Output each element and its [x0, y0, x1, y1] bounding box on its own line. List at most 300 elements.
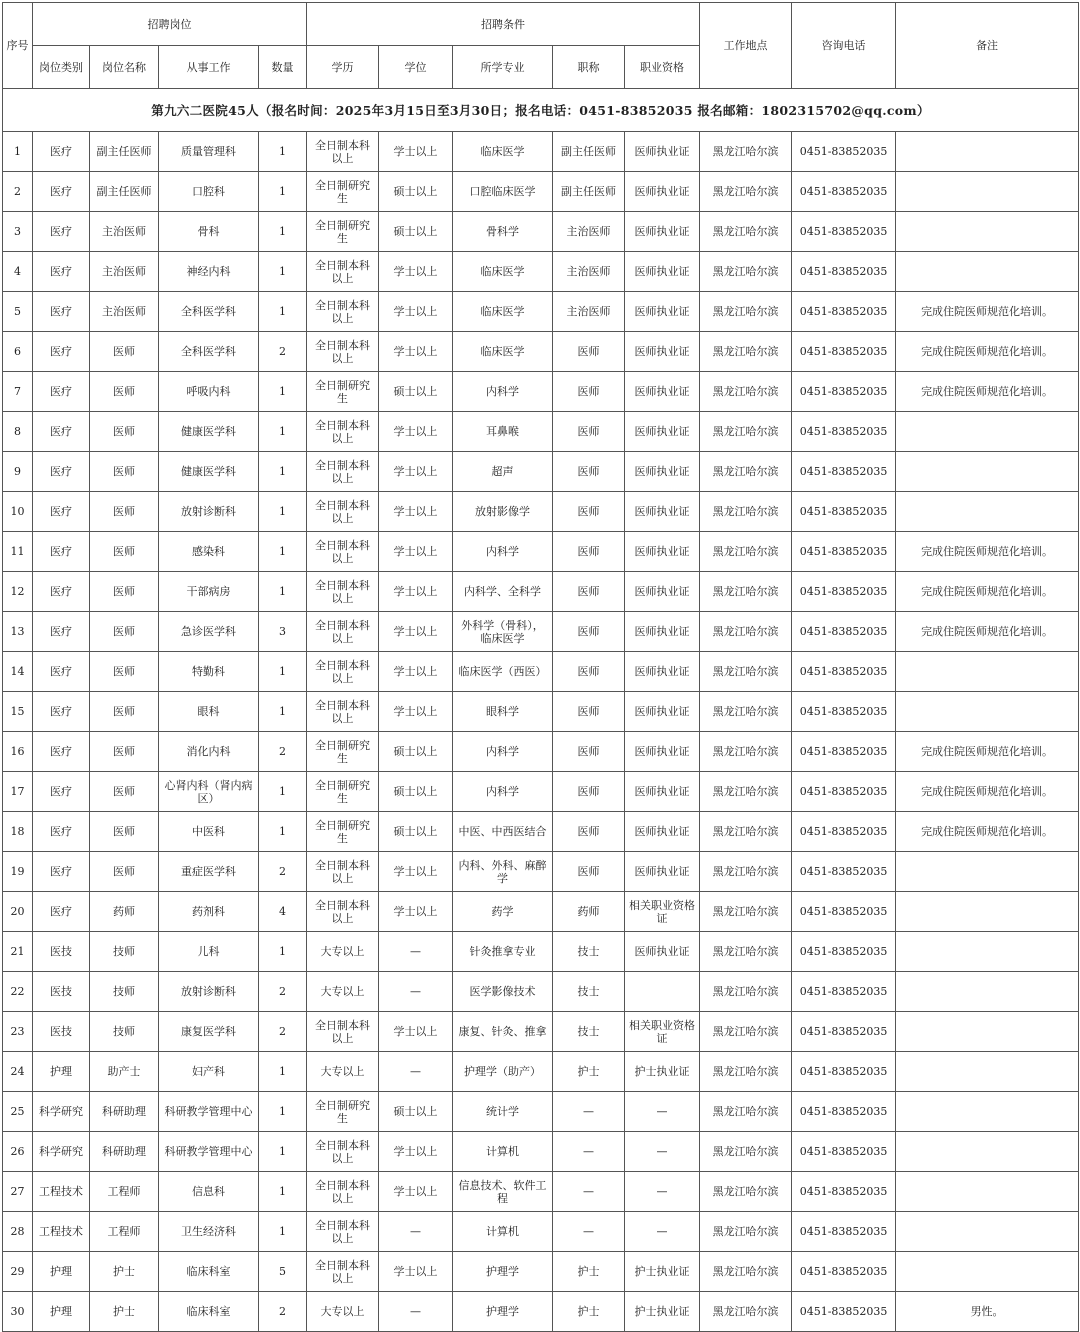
- cell-title: 医师: [553, 412, 625, 452]
- cell-post-type: 医疗: [33, 412, 90, 452]
- cell-count: 1: [259, 1052, 307, 1092]
- cell-location: 黑龙江哈尔滨: [700, 212, 792, 252]
- cell-post-type: 医疗: [33, 652, 90, 692]
- cell-title: 副主任医师: [553, 132, 625, 172]
- cell-location: 黑龙江哈尔滨: [700, 692, 792, 732]
- cell-education: 全日制本科以上: [307, 572, 379, 612]
- cell-remark: [896, 1212, 1079, 1252]
- cell-seq: 10: [3, 492, 33, 532]
- cell-title: 医师: [553, 732, 625, 772]
- cell-phone: 0451-83852035: [792, 652, 896, 692]
- cell-count: 1: [259, 812, 307, 852]
- cell-remark: [896, 492, 1079, 532]
- cell-work: 全科医学科: [159, 292, 259, 332]
- cell-work: 妇产科: [159, 1052, 259, 1092]
- header-work: 从事工作: [159, 46, 259, 89]
- cell-remark: [896, 1092, 1079, 1132]
- cell-seq: 12: [3, 572, 33, 612]
- cell-education: 大专以上: [307, 1292, 379, 1332]
- cell-title: 药师: [553, 892, 625, 932]
- cell-seq: 11: [3, 532, 33, 572]
- cell-post-name: 医师: [90, 772, 159, 812]
- table-row: [3, 1092, 1079, 1132]
- cell-major: 临床医学: [453, 332, 553, 372]
- table-row: [3, 652, 1079, 692]
- cell-work: 神经内科: [159, 252, 259, 292]
- table-row: [3, 212, 1079, 252]
- cell-remark: 完成住院医师规范化培训。: [896, 372, 1079, 412]
- cell-post-type: 医疗: [33, 492, 90, 532]
- cell-remark: [896, 172, 1079, 212]
- cell-phone: 0451-83852035: [792, 532, 896, 572]
- cell-location: 黑龙江哈尔滨: [700, 1092, 792, 1132]
- cell-remark: 完成住院医师规范化培训。: [896, 812, 1079, 852]
- cell-phone: 0451-83852035: [792, 732, 896, 772]
- cell-remark: [896, 1052, 1079, 1092]
- header-qualification: 职业资格: [625, 46, 700, 89]
- cell-remark: [896, 252, 1079, 292]
- cell-title: —: [553, 1172, 625, 1212]
- cell-major: 护理学: [453, 1252, 553, 1292]
- cell-remark: [896, 892, 1079, 932]
- cell-education: 大专以上: [307, 1052, 379, 1092]
- cell-title: 医师: [553, 452, 625, 492]
- cell-post-name: 主治医师: [90, 292, 159, 332]
- cell-qualification: 医师执业证: [625, 772, 700, 812]
- cell-major: 信息技术、软件工程: [453, 1172, 553, 1212]
- cell-title: 医师: [553, 692, 625, 732]
- cell-remark: 完成住院医师规范化培训。: [896, 612, 1079, 652]
- header-post-name: 岗位名称: [90, 46, 159, 89]
- cell-post-type: 护理: [33, 1292, 90, 1332]
- cell-post-name: 主治医师: [90, 212, 159, 252]
- header-group-conditions: 招聘条件: [307, 3, 700, 46]
- cell-seq: 1: [3, 132, 33, 172]
- cell-seq: 17: [3, 772, 33, 812]
- cell-post-type: 护理: [33, 1052, 90, 1092]
- cell-seq: 21: [3, 932, 33, 972]
- cell-post-type: 医疗: [33, 572, 90, 612]
- cell-count: 1: [259, 1172, 307, 1212]
- cell-count: 1: [259, 212, 307, 252]
- cell-phone: 0451-83852035: [792, 412, 896, 452]
- cell-post-type: 医疗: [33, 292, 90, 332]
- cell-remark: [896, 1172, 1079, 1212]
- cell-post-name: 副主任医师: [90, 172, 159, 212]
- cell-education: 全日制本科以上: [307, 1132, 379, 1172]
- cell-seq: 23: [3, 1012, 33, 1052]
- cell-post-type: 医疗: [33, 332, 90, 372]
- cell-seq: 22: [3, 972, 33, 1012]
- cell-major: 康复、针灸、推拿: [453, 1012, 553, 1052]
- cell-phone: 0451-83852035: [792, 1092, 896, 1132]
- cell-post-type: 医疗: [33, 772, 90, 812]
- table-row: [3, 772, 1079, 812]
- cell-count: 1: [259, 132, 307, 172]
- cell-work: 感染科: [159, 532, 259, 572]
- cell-major: 内科学: [453, 772, 553, 812]
- cell-qualification: 医师执业证: [625, 172, 700, 212]
- cell-major: 计算机: [453, 1132, 553, 1172]
- cell-count: 2: [259, 1012, 307, 1052]
- cell-post-name: 医师: [90, 372, 159, 412]
- cell-degree: 硕士以上: [379, 772, 453, 812]
- cell-post-name: 科研助理: [90, 1132, 159, 1172]
- header-title: 职称: [553, 46, 625, 89]
- cell-title: 技士: [553, 972, 625, 1012]
- cell-phone: 0451-83852035: [792, 572, 896, 612]
- cell-title: 医师: [553, 652, 625, 692]
- cell-remark: [896, 212, 1079, 252]
- table-row: [3, 812, 1079, 852]
- cell-major: 眼科学: [453, 692, 553, 732]
- cell-count: 2: [259, 332, 307, 372]
- cell-location: 黑龙江哈尔滨: [700, 1172, 792, 1212]
- cell-degree: 学士以上: [379, 612, 453, 652]
- cell-count: 1: [259, 572, 307, 612]
- cell-location: 黑龙江哈尔滨: [700, 1052, 792, 1092]
- cell-location: 黑龙江哈尔滨: [700, 852, 792, 892]
- cell-degree: 学士以上: [379, 692, 453, 732]
- cell-qualification: 医师执业证: [625, 412, 700, 452]
- cell-count: 1: [259, 292, 307, 332]
- cell-title: 主治医师: [553, 212, 625, 252]
- header-degree: 学位: [379, 46, 453, 89]
- header-seq: 序号: [3, 3, 33, 89]
- cell-major: 耳鼻喉: [453, 412, 553, 452]
- cell-count: 1: [259, 532, 307, 572]
- table-row: [3, 132, 1079, 172]
- cell-qualification: 医师执业证: [625, 292, 700, 332]
- cell-phone: 0451-83852035: [792, 1172, 896, 1212]
- cell-degree: 学士以上: [379, 892, 453, 932]
- cell-education: 全日制研究生: [307, 212, 379, 252]
- cell-phone: 0451-83852035: [792, 1132, 896, 1172]
- cell-title: 主治医师: [553, 252, 625, 292]
- cell-location: 黑龙江哈尔滨: [700, 612, 792, 652]
- cell-work: 重症医学科: [159, 852, 259, 892]
- cell-title: 医师: [553, 492, 625, 532]
- cell-major: 内科、外科、麻醉学: [453, 852, 553, 892]
- cell-work: 急诊医学科: [159, 612, 259, 652]
- cell-remark: 完成住院医师规范化培训。: [896, 332, 1079, 372]
- cell-location: 黑龙江哈尔滨: [700, 172, 792, 212]
- cell-post-type: 工程技术: [33, 1212, 90, 1252]
- cell-education: 全日制本科以上: [307, 332, 379, 372]
- cell-count: 1: [259, 1212, 307, 1252]
- cell-count: 1: [259, 692, 307, 732]
- cell-qualification: 医师执业证: [625, 452, 700, 492]
- cell-seq: 15: [3, 692, 33, 732]
- cell-post-type: 医疗: [33, 252, 90, 292]
- cell-qualification: —: [625, 1172, 700, 1212]
- cell-title: 医师: [553, 852, 625, 892]
- cell-degree: 硕士以上: [379, 812, 453, 852]
- cell-count: 1: [259, 932, 307, 972]
- table-row: [3, 452, 1079, 492]
- cell-major: 统计学: [453, 1092, 553, 1132]
- cell-education: 全日制本科以上: [307, 1012, 379, 1052]
- cell-degree: 学士以上: [379, 412, 453, 452]
- cell-major: 护理学（助产）: [453, 1052, 553, 1092]
- cell-major: 外科学（骨科），临床医学: [453, 612, 553, 652]
- cell-major: 医学影像技术: [453, 972, 553, 1012]
- cell-seq: 20: [3, 892, 33, 932]
- cell-seq: 16: [3, 732, 33, 772]
- cell-count: 1: [259, 652, 307, 692]
- cell-work: 质量管理科: [159, 132, 259, 172]
- cell-education: 全日制本科以上: [307, 452, 379, 492]
- cell-education: 全日制本科以上: [307, 612, 379, 652]
- cell-post-type: 医疗: [33, 372, 90, 412]
- cell-degree: —: [379, 1052, 453, 1092]
- cell-count: 3: [259, 612, 307, 652]
- cell-work: 中医科: [159, 812, 259, 852]
- cell-degree: —: [379, 1292, 453, 1332]
- header-location: 工作地点: [700, 3, 792, 89]
- header-post-type: 岗位类别: [33, 46, 90, 89]
- cell-work: 健康医学科: [159, 452, 259, 492]
- cell-count: 1: [259, 1092, 307, 1132]
- table-row: [3, 1172, 1079, 1212]
- cell-phone: 0451-83852035: [792, 1012, 896, 1052]
- cell-qualification: 医师执业证: [625, 332, 700, 372]
- cell-degree: 学士以上: [379, 1252, 453, 1292]
- cell-post-type: 医技: [33, 932, 90, 972]
- cell-degree: 硕士以上: [379, 732, 453, 772]
- cell-location: 黑龙江哈尔滨: [700, 1292, 792, 1332]
- cell-seq: 3: [3, 212, 33, 252]
- cell-education: 全日制研究生: [307, 732, 379, 772]
- cell-major: 内科学: [453, 532, 553, 572]
- cell-post-type: 医疗: [33, 892, 90, 932]
- cell-education: 大专以上: [307, 932, 379, 972]
- cell-qualification: 医师执业证: [625, 692, 700, 732]
- cell-major: 超声: [453, 452, 553, 492]
- cell-location: 黑龙江哈尔滨: [700, 1012, 792, 1052]
- cell-title: 医师: [553, 572, 625, 612]
- table-row: [3, 1252, 1079, 1292]
- cell-title: 副主任医师: [553, 172, 625, 212]
- cell-phone: 0451-83852035: [792, 1052, 896, 1092]
- cell-phone: 0451-83852035: [792, 292, 896, 332]
- cell-seq: 7: [3, 372, 33, 412]
- cell-post-type: 科学研究: [33, 1132, 90, 1172]
- cell-degree: 学士以上: [379, 292, 453, 332]
- cell-qualification: 医师执业证: [625, 212, 700, 252]
- cell-title: 主治医师: [553, 292, 625, 332]
- cell-remark: [896, 972, 1079, 1012]
- table-row: [3, 692, 1079, 732]
- cell-major: 药学: [453, 892, 553, 932]
- cell-work: 健康医学科: [159, 412, 259, 452]
- cell-remark: [896, 1012, 1079, 1052]
- table-row: [3, 252, 1079, 292]
- cell-post-name: 医师: [90, 452, 159, 492]
- cell-degree: 学士以上: [379, 452, 453, 492]
- cell-seq: 8: [3, 412, 33, 452]
- cell-post-name: 医师: [90, 652, 159, 692]
- cell-post-name: 医师: [90, 492, 159, 532]
- cell-location: 黑龙江哈尔滨: [700, 532, 792, 572]
- cell-seq: 13: [3, 612, 33, 652]
- cell-major: 临床医学: [453, 132, 553, 172]
- cell-work: 卫生经济科: [159, 1212, 259, 1252]
- table-row: [3, 332, 1079, 372]
- cell-post-type: 医疗: [33, 132, 90, 172]
- cell-work: 心肾内科（肾内病区）: [159, 772, 259, 812]
- cell-post-name: 技师: [90, 1012, 159, 1052]
- table-row: [3, 572, 1079, 612]
- cell-seq: 5: [3, 292, 33, 332]
- cell-post-name: 技师: [90, 972, 159, 1012]
- header-phone: 咨询电话: [792, 3, 896, 89]
- cell-major: 计算机: [453, 1212, 553, 1252]
- cell-qualification: —: [625, 1212, 700, 1252]
- cell-qualification: 医师执业证: [625, 812, 700, 852]
- cell-work: 科研教学管理中心: [159, 1132, 259, 1172]
- cell-education: 全日制本科以上: [307, 652, 379, 692]
- cell-work: 骨科: [159, 212, 259, 252]
- cell-post-name: 医师: [90, 612, 159, 652]
- cell-location: 黑龙江哈尔滨: [700, 292, 792, 332]
- cell-post-name: 医师: [90, 532, 159, 572]
- cell-title: 医师: [553, 332, 625, 372]
- table-row: [3, 412, 1079, 452]
- cell-post-type: 医疗: [33, 852, 90, 892]
- cell-phone: 0451-83852035: [792, 892, 896, 932]
- cell-count: 2: [259, 852, 307, 892]
- cell-post-name: 护士: [90, 1252, 159, 1292]
- cell-major: 临床医学: [453, 292, 553, 332]
- cell-degree: 学士以上: [379, 652, 453, 692]
- table-row: [3, 532, 1079, 572]
- cell-major: 内科学、全科学: [453, 572, 553, 612]
- cell-post-name: 医师: [90, 332, 159, 372]
- cell-remark: [896, 452, 1079, 492]
- cell-location: 黑龙江哈尔滨: [700, 732, 792, 772]
- cell-degree: 硕士以上: [379, 372, 453, 412]
- cell-remark: 完成住院医师规范化培训。: [896, 572, 1079, 612]
- cell-post-type: 工程技术: [33, 1172, 90, 1212]
- cell-work: 康复医学科: [159, 1012, 259, 1052]
- cell-work: 放射诊断科: [159, 972, 259, 1012]
- cell-count: 1: [259, 452, 307, 492]
- cell-degree: 学士以上: [379, 252, 453, 292]
- header-education: 学历: [307, 46, 379, 89]
- cell-work: 消化内科: [159, 732, 259, 772]
- cell-degree: 学士以上: [379, 572, 453, 612]
- cell-major: 针灸推拿专业: [453, 932, 553, 972]
- cell-qualification: 相关职业资格证: [625, 1012, 700, 1052]
- cell-location: 黑龙江哈尔滨: [700, 812, 792, 852]
- cell-work: 全科医学科: [159, 332, 259, 372]
- cell-education: 全日制本科以上: [307, 1212, 379, 1252]
- cell-qualification: 医师执业证: [625, 932, 700, 972]
- table-row: [3, 852, 1079, 892]
- cell-seq: 19: [3, 852, 33, 892]
- cell-location: 黑龙江哈尔滨: [700, 412, 792, 452]
- table-row: [3, 172, 1079, 212]
- cell-post-name: 工程师: [90, 1212, 159, 1252]
- table-row: [3, 972, 1079, 1012]
- cell-phone: 0451-83852035: [792, 852, 896, 892]
- cell-phone: 0451-83852035: [792, 172, 896, 212]
- table-row: [3, 1212, 1079, 1252]
- cell-degree: 学士以上: [379, 532, 453, 572]
- cell-phone: 0451-83852035: [792, 772, 896, 812]
- cell-degree: 学士以上: [379, 1132, 453, 1172]
- cell-major: 内科学: [453, 732, 553, 772]
- cell-degree: 学士以上: [379, 492, 453, 532]
- cell-location: 黑龙江哈尔滨: [700, 652, 792, 692]
- cell-count: 1: [259, 172, 307, 212]
- cell-location: 黑龙江哈尔滨: [700, 252, 792, 292]
- cell-education: 大专以上: [307, 972, 379, 1012]
- table-row: [3, 1292, 1079, 1332]
- cell-phone: 0451-83852035: [792, 692, 896, 732]
- cell-phone: 0451-83852035: [792, 132, 896, 172]
- cell-seq: 14: [3, 652, 33, 692]
- cell-phone: 0451-83852035: [792, 612, 896, 652]
- cell-work: 科研教学管理中心: [159, 1092, 259, 1132]
- table-row: [3, 372, 1079, 412]
- cell-degree: —: [379, 972, 453, 1012]
- table-row: [3, 612, 1079, 652]
- cell-phone: 0451-83852035: [792, 332, 896, 372]
- cell-location: 黑龙江哈尔滨: [700, 972, 792, 1012]
- cell-major: 临床医学（西医）: [453, 652, 553, 692]
- cell-remark: [896, 932, 1079, 972]
- cell-remark: 完成住院医师规范化培训。: [896, 772, 1079, 812]
- cell-location: 黑龙江哈尔滨: [700, 132, 792, 172]
- cell-remark: [896, 692, 1079, 732]
- cell-seq: 18: [3, 812, 33, 852]
- cell-work: 信息科: [159, 1172, 259, 1212]
- cell-post-name: 医师: [90, 412, 159, 452]
- cell-post-name: 主治医师: [90, 252, 159, 292]
- table-row: [3, 292, 1079, 332]
- cell-post-type: 医疗: [33, 452, 90, 492]
- cell-degree: 学士以上: [379, 132, 453, 172]
- cell-qualification: 护士执业证: [625, 1292, 700, 1332]
- table-row: [3, 932, 1079, 972]
- cell-phone: 0451-83852035: [792, 812, 896, 852]
- cell-seq: 26: [3, 1132, 33, 1172]
- cell-post-type: 医疗: [33, 212, 90, 252]
- cell-remark: [896, 132, 1079, 172]
- cell-seq: 27: [3, 1172, 33, 1212]
- cell-post-type: 医疗: [33, 812, 90, 852]
- cell-work: 呼吸内科: [159, 372, 259, 412]
- cell-major: 口腔临床医学: [453, 172, 553, 212]
- cell-title: 护士: [553, 1252, 625, 1292]
- cell-work: 口腔科: [159, 172, 259, 212]
- cell-post-name: 药师: [90, 892, 159, 932]
- cell-phone: 0451-83852035: [792, 1252, 896, 1292]
- cell-qualification: 医师执业证: [625, 612, 700, 652]
- cell-title: 医师: [553, 372, 625, 412]
- cell-post-name: 医师: [90, 692, 159, 732]
- cell-phone: 0451-83852035: [792, 372, 896, 412]
- cell-work: 儿科: [159, 932, 259, 972]
- cell-major: 放射影像学: [453, 492, 553, 532]
- cell-education: 全日制本科以上: [307, 292, 379, 332]
- cell-seq: 28: [3, 1212, 33, 1252]
- cell-work: 干部病房: [159, 572, 259, 612]
- cell-education: 全日制本科以上: [307, 1172, 379, 1212]
- cell-phone: 0451-83852035: [792, 492, 896, 532]
